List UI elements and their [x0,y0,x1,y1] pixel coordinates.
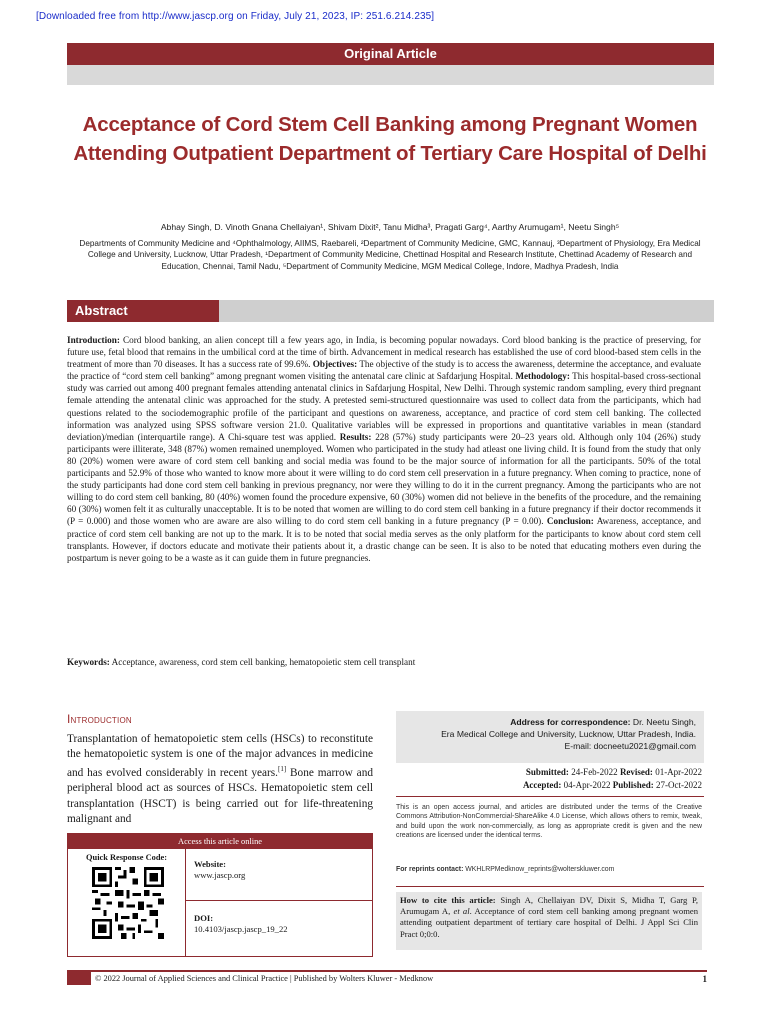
citation-label: How to cite this article: [400,895,496,905]
access-online-box [67,833,373,957]
qr-cell [68,849,186,957]
divider [396,886,704,887]
correspondence-label: Address for correspondence: [510,717,631,727]
abstract-header [67,300,714,322]
footer-accent [67,970,91,985]
revised-date: 01-Apr-2022 [652,767,702,777]
author-list: Abhay Singh, D. Vinoth Gnana Chellaiyan¹, Shivam Dixit², Tanu Midha³, Pragati Garg⁴, Aarthy Arumugam¹, Neetu Singh⁵ [160,222,620,232]
objectives-label: Objectives: [312,359,358,370]
article-type-bar: Original Article [67,43,714,65]
doi-link[interactable]: 10.4103/jascp.jascp_19_22 [194,924,288,934]
correspondence-address: Era Medical College and University, Lucknow, Uttar Pradesh, India. [441,729,696,739]
methodology-label: Methodology: [515,371,570,382]
correspondence-name: Dr. Neetu Singh, [630,717,696,727]
intro-text-b: Bone marrow and peripheral blood act as sources of HSCs. Hematopoietic stem cell transplantation (HSCT) is being carried out for life-threatening malignant and [67,767,373,825]
affiliations: Departments of Community Medicine and ⁴Ophthalmology, AIIMS, Raebareli, ²Department of Community Medicine, GMC, Kannauj, ³Department of Physiology, Era Medical College and University, Lucknow, Uttar Pradesh, ¹Department of Community Medicine, Chettinad Hospital and Research Institute, Chettinad Academy of Research and Education, Chennai, Tamil Nadu, ⁵Department of Community Medicine, MGM Medical College, Indore, Madhya Pradesh, India [79,239,701,271]
citation-text-a: Singh A, Chellaiyan DV, Dixit S, Midha T, Garg P, Arumugam A, [400,895,698,917]
citation-text-b: . Acceptance of cord stem cell banking among pregnant women attending outpatient department of tertiary care hospital of Delhi. J Appl Sci Clin Pract 0;0:0. [400,906,698,939]
reference-link[interactable]: [1] [277,765,287,774]
doi-label: DOI: [194,913,214,923]
qr-label: Quick Response Code: [86,853,167,862]
keywords-label: Keywords: [67,657,110,667]
abstract-methodology: This hospital-based cross-sectional study was carried out among 400 pregnant females attending antenatal clinics in Safdarjung Hospital, New Delhi. Through systemic random sampling, every third pregnant female attending the antenatal clinic was approached for the study. A pretested semi-structured questionnaire was used to collect data from the participants, which had questions related to the sociodemographic profile of the participant and questions on awareness, acceptance, and practice of cord stem cell banking. The collected information was analyzed using SPSS software version 21.0. Qualitative variables will be expressed in proportions and quantitative variables in mean (standard deviation)/median (interquartile range). A Chi-square test was applied. [67,371,701,442]
doi-cell [186,901,372,957]
abstract-heading: Abstract [67,300,219,322]
page-footer [67,970,707,985]
abstract-body [67,334,701,564]
intro-text-a: Transplantation of hematopoietic stem cells (HSCs) to reconstitute the hematopoietic system is one of the major advances in medicine and has evolved considerably in recent years. [67,733,373,780]
article-type-gray-band [67,65,714,85]
reprints-label: For reprints contact: [396,866,464,873]
results-label: Results: [339,431,372,442]
conclusion-label: Conclusion: [546,516,594,527]
reprints-line [396,866,702,873]
submitted-date: 24-Feb-2022 [568,767,620,777]
revised-label: Revised: [619,767,653,777]
abstract-conclusion: Awareness, acceptance, and practice of cord stem cell banking are not up to the mark. It is to be noted that social media serves as the only platform for the participants to know about cord stem cell transplants. However, if doctors educate and motivate their patients about it, a drastic change can be seen. It is also to be noted that educating mothers even during the postpartum is never going to be a waste as it can guide them in future pregnancies. [67,516,701,563]
footer-text: © 2022 Journal of Applied Sciences and Clinical Practice | Published by Wolters Kluwer - Medknow [95,974,434,983]
qr-code-icon[interactable] [92,867,164,939]
reprints-email[interactable]: WKHLRPMedknow_reprints@wolterskluwer.com [463,866,615,873]
published-label: Published: [612,779,654,790]
article-title: Acceptance of Cord Stem Cell Banking among Pregnant Women Attending Outpatient Department of Tertiary Care Hospital of Delhi [73,113,707,165]
website-link[interactable]: www.jascp.org [194,870,246,880]
accepted-date: 04-Apr-2022 [561,779,613,790]
introduction-text [67,732,373,827]
citation-box [396,892,702,950]
divider [396,796,704,797]
license-text: This is an open access journal, and articles are distributed under the terms of the Creative Commons Attribution-NonCommercial-ShareAlike 4.0 License, which allows others to remix, tweak, and build upon the work non-commercially, as long as appropriate credit is given and the new creations are licensed under the identical terms. [396,804,702,840]
correspondence-email[interactable]: E-mail: docneetu2021@gmail.com [564,741,696,751]
abstract-results: 228 (57%) study participants were 20–23 years old. Although only 104 (26%) study participants were illiterate, 348 (87%) women remained unemployed. Women who participated in the study had atleast one living child. It is found from the study that only 80 (20%) women were aware of cord stem cell banking and social media was found to be the major source of information for all the participants. 50% of the total participants and 52.9% of those who wanted to know more about it were willing to do cord stem cell preservation in a future pregnancy. When coming to practice, none of the study participants had done cord stem cell banking in previous pregnancy, nor were they willing to do it in the current pregnancy. Among the participants who are not willing to do cord stem cell banking, 80 (40%) women found the procedure expensive, 60 (30%) women did not believe in the benefits of the procedure, and the remaining 60 (30%) women felt it as culturally unacceptable. It is to be noted that women are willing to do cord stem cell banking in a future pregnancy if their doctor recommends it (P = 0.000) and those women who are aware are also willing to do cord stem cell banking in a future pregnancy (P = 0.00). [67,431,701,527]
submitted-label: Submitted: [525,767,569,777]
intro-label: Introduction: [67,335,120,345]
published-date: 27-Oct-2022 [653,779,702,790]
abstract-intro: Cord blood banking, an alien concept till a few years ago, in India, is becoming popular nowadays. Cord blood banking is the practice of preserving, for future use, fetal blood that remains in the umbilical cord at the time of birth. Advancement in medical research has established the use of cord blood-based stem cells in the treatment of more than 70 diseases. It has a success rate of 99.6%. [67,335,701,370]
access-box-title: Access this article online [68,834,372,849]
keywords [67,657,707,667]
page-number: 1 [702,974,707,984]
accepted-label: Accepted: [522,779,562,790]
abstract-objectives: The objective of the study is to access the awareness, determine the acceptance, and evaluate the practice of “cord stem cell banking” among pregnant women visiting the antenatal care clinic at Safdarjung Hospital. [67,359,701,382]
citation-etal: et al [453,906,470,917]
website-cell [186,849,372,901]
download-banner: [Downloaded free from http://www.jascp.org on Friday, July 21, 2023, IP: 251.6.214.235] [36,11,435,22]
introduction-heading: Introduction [67,712,132,726]
correspondence-box [396,711,704,763]
article-dates [396,766,702,791]
keywords-text: Acceptance, awareness, cord stem cell banking, hematopoietic stem cell transplant [109,657,416,667]
website-label: Website: [194,859,226,869]
